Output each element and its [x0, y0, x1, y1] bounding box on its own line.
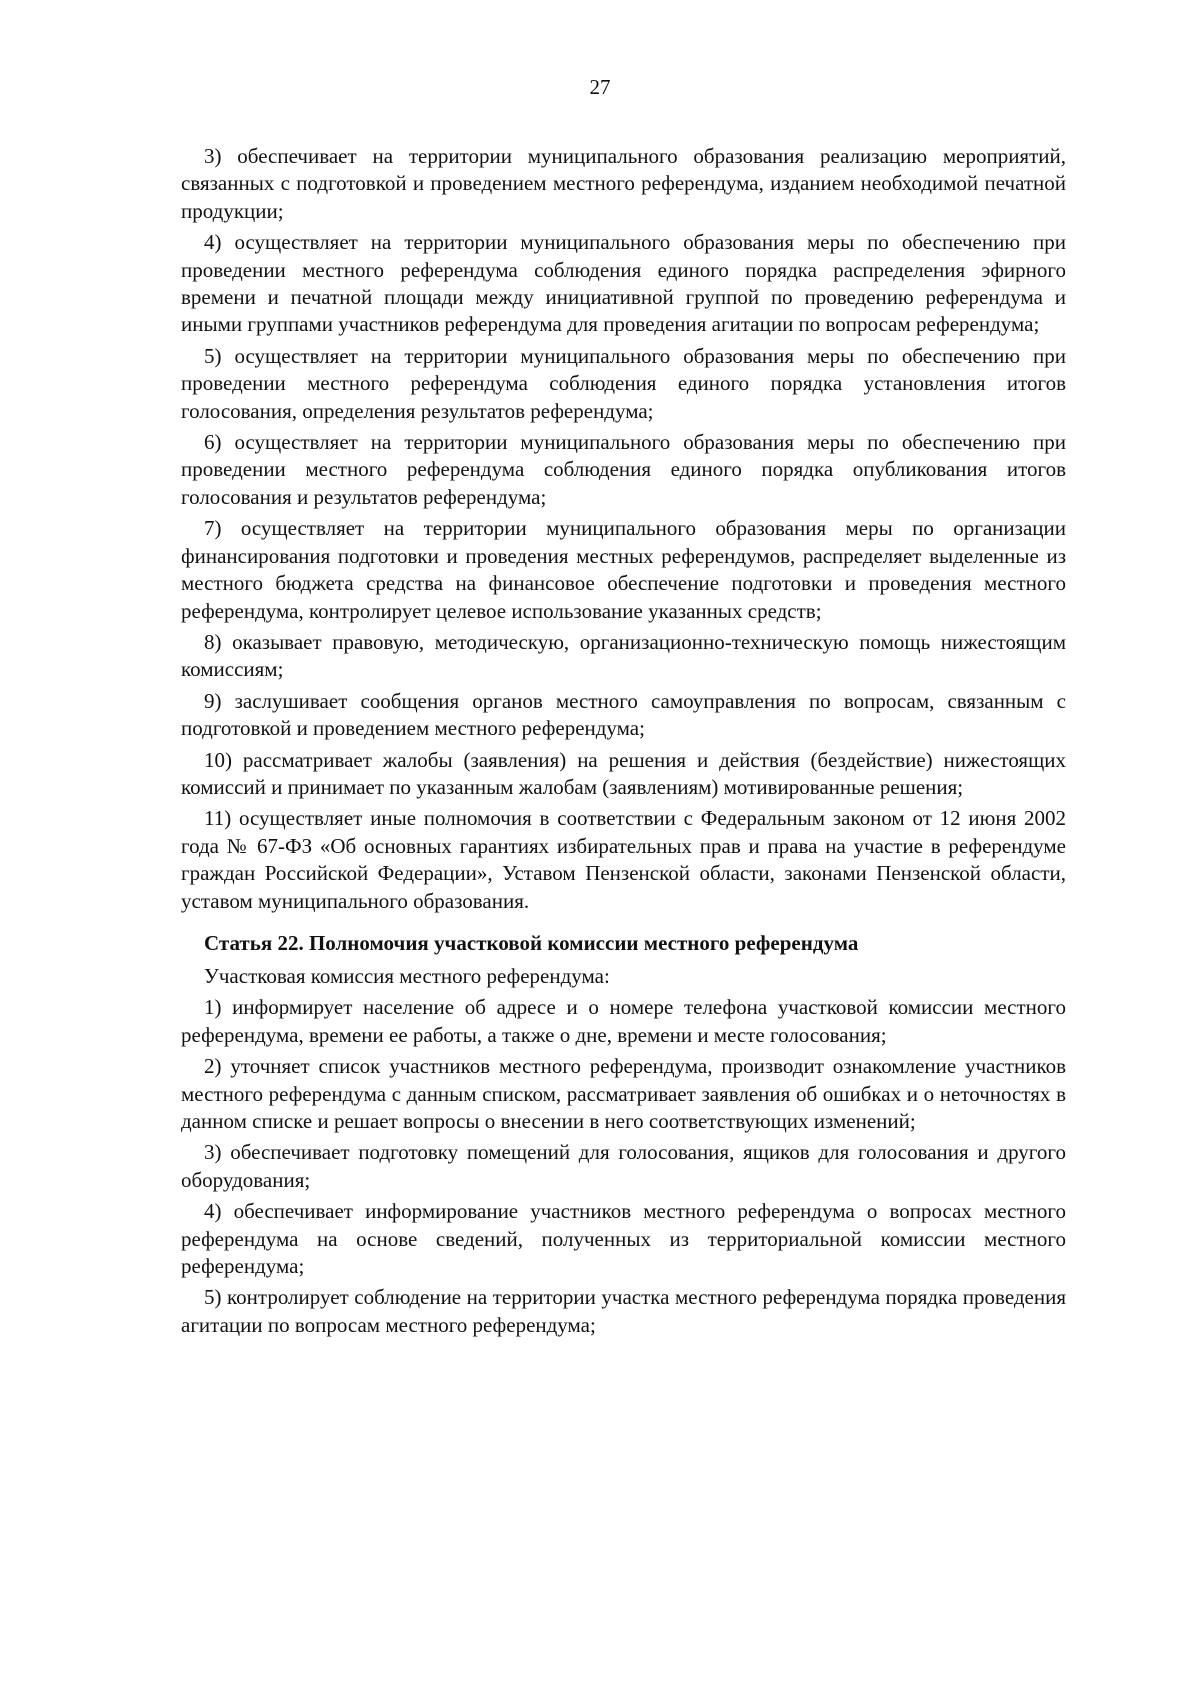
- page-number: 27: [589, 75, 611, 99]
- paragraph-item-9: 9) заслушивает сообщения органов местного самоуправления по вопросам, связанным с подготовкой и проведением местного референдума;: [181, 688, 1066, 741]
- paragraph-item-6: 6) осуществляет на территории муниципального образования меры по обеспечению при проведении местного референдума соблюдения единого порядка опубликования итогов голосования и результатов референдума;: [181, 430, 1066, 509]
- paragraph-item-10: 10) рассматривает жалобы (заявления) на решения и действия (бездействие) нижестоящих комиссий и принимает по указанным жалобам (заявлениям) мотивированные решения;: [181, 747, 1066, 799]
- article-item-1: 1) информирует население об адресе и о номере телефона участковой комиссии местного референдума, времени ее работы, а также о дне, времени и месте голосования;: [181, 995, 1066, 1047]
- paragraph-item-3: 3) обеспечивает на территории муниципального образования реализацию мероприятий, связанных с подготовкой и проведением местного референдума, изданием необходимой печатной продукции;: [181, 144, 1066, 223]
- article-item-2: 2) уточняет список участников местного референдума, производит ознакомление участников местного референдума с данным списком, рассматривает заявления об ошибках и о неточностях в данном списке и решает вопросы о внесении в него соответствующих изменений;: [181, 1054, 1066, 1133]
- paragraph-item-5: 5) осуществляет на территории муниципального образования меры по обеспечению при проведении местного референдума соблюдения единого порядка установления итогов голосования, определения результатов референдума;: [181, 343, 1066, 423]
- document-body: [181, 143, 1066, 1343]
- article-heading: Статья 22. Полномочия участковой комиссии местного референдума: [204, 930, 859, 955]
- paragraph-item-4: 4) осуществляет на территории муниципального образования меры по обеспечению при проведении местного референдума соблюдения единого порядка распределения эфирного времени и печатной площади между инициативной группой по проведению референдума и иными группами участников референдума для проведения агитации по вопросам референдума;: [181, 230, 1066, 337]
- paragraph-item-7: 7) осуществляет на территории муниципального образования меры по организации финансирования подготовки и проведения местных референдумов, распределяет выделенные из местного бюджета средства на финансовое обеспечение подготовки и проведения местного референдума, контролирует целевое использование указанных средств;: [181, 516, 1066, 623]
- paragraph-item-8: 8) оказывает правовую, методическую, организационно-техническую помощь нижестоящим комиссиям;: [181, 629, 1066, 682]
- article-item-4: 4) обеспечивает информирование участников местного референдума о вопросах местного референдума на основе сведений, полученных из территориальной комиссии местного референдума;: [181, 1199, 1066, 1279]
- article-intro: Участковая комиссия местного референдума:: [204, 963, 610, 988]
- article-item-5: 5) контролирует соблюдение на территории участка местного референдума порядка проведения агитации по вопросам местного референдума;: [181, 1285, 1066, 1337]
- paragraph-item-11: 11) осуществляет иные полномочия в соответствии с Федеральным законом от 12 июня 2002 года № 67-ФЗ «Об основных гарантиях избирательных прав и права на участие в референдуме граждан Российской Федерации», Уставом Пензенской области, законами Пензенской области, уставом муниципального образования.: [181, 806, 1066, 913]
- article-item-3: 3) обеспечивает подготовку помещений для голосования, ящиков для голосования и другого оборудования;: [181, 1140, 1066, 1192]
